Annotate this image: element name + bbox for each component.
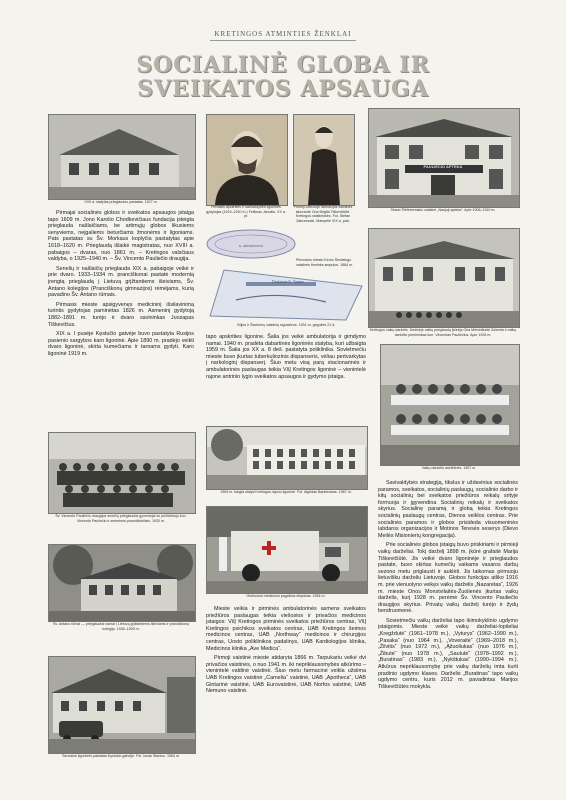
photo-kindergarten-building <box>368 228 520 328</box>
caption-xvii-building: XVII a. statytas prieglaudos pastatas. 1927 m. <box>84 200 158 204</box>
photo-pharmacy <box>368 108 520 208</box>
caption-kindergarten-interior: Vaikų darželio auklėtinės. 1957 m. <box>421 466 477 470</box>
column-2-top-text <box>206 334 366 383</box>
paragraph-4: XIX a. I pusėje Kęstučio gatvėje buvo pastatyta Rusijos pasienio sargybos karo ligoninė. Apie 1890 m. pradėjo veikti dvaro ligoninė, skirta kumečiams ir tarnams gydyti. Karo ligoninė 1919 m. <box>48 331 194 357</box>
caption-pharmacy: Stasio Šlėferčenskio vaistinė „Naujoji apteka“. Apie 1906–1919 m. <box>390 208 496 212</box>
paragraph-10: Sovietmečiu vaikų darželiai tapo ikimokyklinio ugdymo įstaigomis. Mieste veikė vaikų darželiai-lopšeliai „Kregždutė“ (1961–1978 m.), „Vyturys“ (1962–1990 m.), „Pasaka“ (nuo 1964 m.), „Voveraitė“ (1969–2018 m.), „Žilvitis“ (nuo 1972 m.), „Ąžuoliukas“ (nuo 1976 m.), „Žibutė“ (nuo 1978 m.), „Saulutė“ (1978–1992 m.), „Buratinas“ (1983 m.), „Nykštukas“ (1990–1994 m.). Atkūrus nepriklausomybę prie vaikų darželių imta kurti pradinio ugdymo klases. Darželis „Buratinas“ tapo vaikų ugdymo centru, kuris 2012 m. pavadintas Marijos Tiškevičiūtės mokykla. <box>378 617 518 690</box>
page-title-line-2: SVEIKATOS APSAUGA <box>137 76 429 102</box>
photo-ambulance <box>206 506 368 594</box>
caption-st-anthony: Šv. Antano rūmai — prieglaudos namai į Lietuvą grįžtantiems išeiviams ir pranciškonų kolegija. 1936–1939 m. <box>53 622 189 631</box>
photo-st-anthony-building <box>48 544 196 622</box>
photo-nun-portrait <box>293 114 355 206</box>
photo-nursing-home-group <box>48 432 196 514</box>
pharmacy-sign-text: PAULIECIO APTEKA <box>423 164 463 169</box>
paragraph-6: Mieste veikia ir pirminės ambulatorinės asmens sveikatos priežiūros paslaugas teikia viešosios ir privačios medicinos įstaigos: VšĮ Kretingos pirminės sveikatos priežiūros centras, VšĮ Kretingos psichikos sveikatos centras, UAB Kretingos šeimos medicinos centras, UAB „Northway“ medicinos ir chirurgijos centras, Uosto poliklinikos padalinys, UAB Kardiologijos klinika, Medicinos klinika „Ave Medica“. <box>206 606 366 652</box>
column-2-bottom-text <box>206 606 366 698</box>
caption-bottle-labels: Vilijos ir Šavinėnų vaistinių signatūros. 1931 m. gegužės 21 d. <box>236 323 336 327</box>
column-1-text <box>48 210 194 360</box>
photo-district-hospital <box>206 426 368 490</box>
page-title-line-1: SOCIALINĖ GLOBA IR <box>136 52 430 78</box>
bottle-label-text: Drukarnia K. Vanaus <box>272 280 304 284</box>
paragraph-9: Prie socialinės globos įstaigų buvo priskiriami ir pirmieji vaikų darželiai. Tokį darželį 1898 m. įkūrė grafaitė Marija Tiškevičiūtė. Jis veikė dvaro ligoninėje ir prieglaudos pastate, buvo skirtas kumečių vaikams vasaros darbų sezono metu priglausti ir auklėti. Jis laikomas pirmuoju lietuvišku darželiu Lietuvoje. Globos funkcijas atliko 1916 m. prie vienuolyno veikęs vaikų darželis „Nazaretas“, 1926 m. mieste Onos Monstvilaitės-Žuolienės įkurtas vaikų darželis, kurį 1928 m. perėmė Šv. Vincento Pauliečio draugijos skyrius. Privatų vaikų darželį turėjo ir žydų bendruomenė. <box>378 542 518 615</box>
caption-old-hospital: Senosios ligoninės pastatas Kęstučio gatvėje. Fot. Ionas Stanius. 1964 m. <box>62 754 180 758</box>
paragraph-8: Savivaldybės strategiją, tikslus ir uždavinius socialinės paramos, sveikatos, socialinių paslaugų, socialinio darbo ir kitų socialinių bei sveikatos priežiūros reikalų srityje formuoja ir įgyvendina Socialinių reikalų ir sveikatos skyrius. Socialinę paramą ir globą teikia Kretingos socialinių paslaugų centras, Dienos veiklos centras. Prie socialinės paramos ir globos prisideda visuomeninės labdaros organizacijos ir Motinos Teresės seserys (Dievo Meilės Misionierių kongregacija). <box>378 480 518 539</box>
paragraph-2: Senelių ir našlaičių prieglauda XIX a. pabaigoje veikė ir prie dvaro. 1933–1934 m. pranciškonai pastatė modernią įrengtą prieglaudą į Lietuvą grįžtantiems išeiviams, Šv. Antano kolegijos (Pranciškonų gimnazijos) rėmėjams, kurią pavadino Šv. Antano rūmais. <box>48 265 194 299</box>
photo-kindergarten-interior <box>380 344 520 466</box>
bottle-signature-label <box>206 266 366 322</box>
caption-kindergarten: Kretingos vaikų darželis. Dešinėje vaikų prieglaudų įkūrėja Ona Mirinkišlaitė Zulemia ir vaikų darželio pirmininkas kun. Vincentas Pauliečius. Apie 1928 m. <box>369 328 517 337</box>
paragraph-7: Pirmoji vaistinė mieste atidaryta 1866 m. Tarpukariu veikė dvi privačios vaistinės, o nuo 1941 m. iki nepriklausomybės atkūrimo – vienintelė valdinė vaistinė. Šiuo metu farmacinė veikla užsiima UAB Kretingos vaistinė „Camelia“ vaistinė, UAB „Apotheca“, UAB Gintarinė vaistinė, UAB Eurovaistinė, UAB Norfos vaistinė, UAB Nemuno vaistinė. <box>206 655 366 695</box>
column-3-text <box>378 480 518 693</box>
photo-doctor-portrait <box>206 114 288 206</box>
photo-xvii-building <box>48 114 196 200</box>
header-divider <box>210 40 356 41</box>
caption-doctor-portrait: Pirmasis apskrities ir savivaldybės ligoninės gydytojas (1919–1920 m.) Feliksas Janušis. XX a. pr. <box>206 205 286 219</box>
caption-district-hospital: 1954 m. baigta statyti Kretingos rajono ligoninė. Fot. Algirdas Baršėnskas. 1967 m. <box>220 490 352 494</box>
paragraph-3: Pirmasis mieste apsigyvenęs medicininį išsilavinimą turintis gydytojas paminėtas 1826 m. Asmeninį gydytoją 1882–1891 m. turėjo ir dvaro savininkas Juozapas Tiškevičius. <box>48 301 194 328</box>
caption-medicine-labels: Pirmosios miesto Kemo Šerdaingo vaistinės firminės ampulos. 1884 m. <box>296 258 354 267</box>
header-label: KRETINGOS ATMINTIES ŽENKLAI <box>214 30 352 38</box>
caption-ambulance: Greitosios medicinos pagalbos ekipažas. 1954 m. <box>246 594 326 598</box>
paragraph-1: Pirmajai socialinės globos ir sveikatos apsaugos įstaiga tapo 1609 m. Jono Karolio Chodkevičiaus fundacija įsteigta prieglauda našlaičiams, be artimųjų globos likusiems senyviems, neįgaliems beturčiams žmonėms ir ligoniams. Pats pastatas su Šv. Morkaus koplyčia pastatytas apie 1618–1620 m. Prieglaudą išlaikė magistratas, nuo XVIII a. pabaigos – dvaras, nuo 1861 m. – Kretingos valsčiaus valdyba, o 1925–1940 m. – Šv. Vincento Pauliečio draugija. <box>48 210 194 263</box>
caption-nursing-home: Šv. Vincento Pauliečio draugijos senelių prieglaudos gyventojai su prižiūrėtoju kun. Vincentu Pauliečiu ir seserimis pranciškiečiais. 1930 m. <box>55 514 187 523</box>
paragraph-5: tapo apskrities ligonine. Šalia jos veikė ambulatorija ir gimdymo namai. 1940 m. pradėta dabartinės ligoninės statyba, kuri užbaigta 1959 m. Šalia jos XX a. 8 deš. pastatyta poliklinika. Sovietmečiu mieste buvo įkurtas tuberkuliozinis dispanseris, vėliau pertvarkytas į narkologinį dispanserį. Šiuo metu visą parą stacionarinės ir ambulatorinės paslaugas teikia VšĮ Kretingos ligoninė – vienintelė rajone antrinio lygio sveikatos apsaugos ir gydymo įstaiga. <box>206 334 366 380</box>
caption-nun-portrait: Pirmoji Lietuvoje farmacijos vaistinės laborantė Ona Brigita Tiškevičiūtė. Kretingos vaistininkės. Fot. Stefan Zakrzewski, Mampėlė XIX a. pab. <box>293 205 353 223</box>
photo-old-hospital <box>48 656 196 754</box>
ampoule-label-text: G. MINNEWITZ <box>238 244 264 248</box>
